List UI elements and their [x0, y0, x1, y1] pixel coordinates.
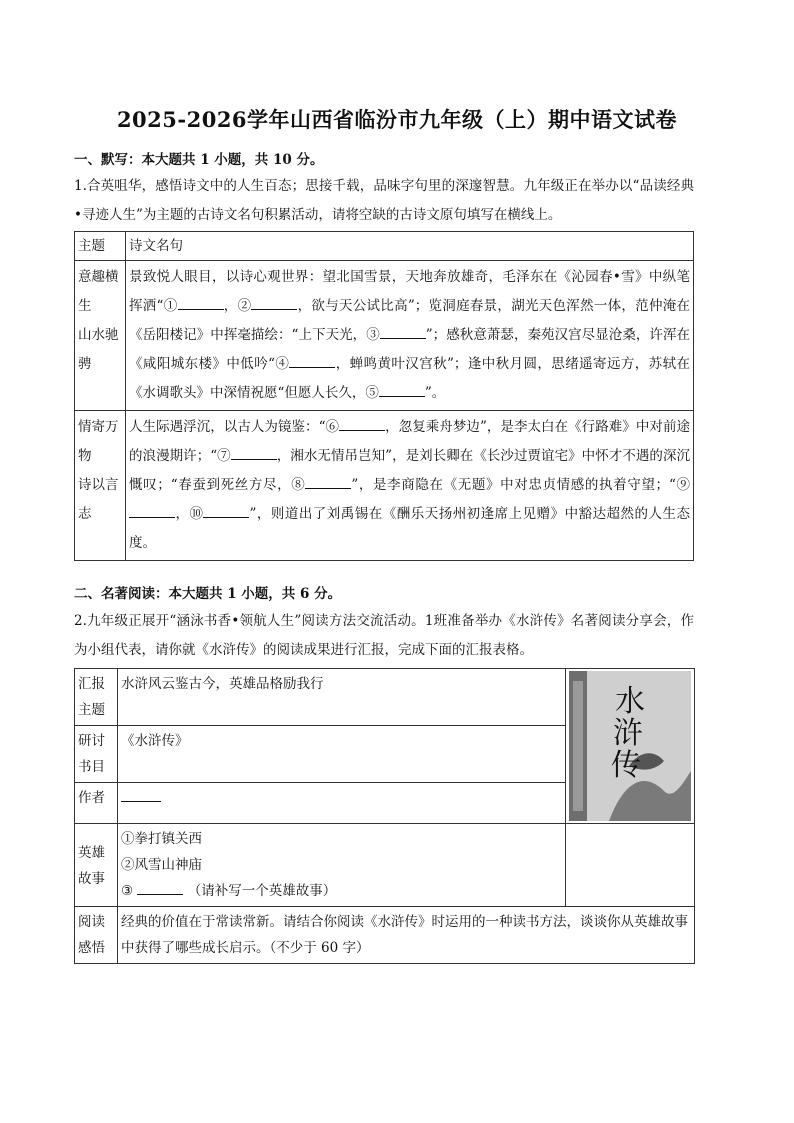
header-lines: 诗文名句: [126, 232, 694, 261]
story-3-blank[interactable]: [137, 880, 183, 895]
blank-5[interactable]: [379, 382, 425, 397]
report-row: [75, 669, 695, 726]
row-1-text-c: ，欲与天公试比高”；览洞庭春景，湖光天色浑然一体，范仲淹在《岳阳楼记》中挥毫描绘：“上下天光，③: [129, 298, 691, 343]
question-1-text: 1.合英咀华，感悟诗文中的人生百态；思接千载，品味字句里的深邃智慧。九年级正在举办以“品读经典•寻迹人生”为主题的古诗文名句积累活动，请将空缺的古诗文原句填写在横线上。: [74, 178, 694, 223]
blank-1[interactable]: [178, 295, 224, 310]
story-empty-cell: [566, 824, 695, 907]
row-2-content: [126, 411, 694, 561]
row-1-text-f: ”。: [424, 385, 446, 401]
book-value: 《水浒传》: [118, 726, 566, 783]
row-1-text-b: ，②: [223, 298, 252, 314]
section-1-heading: [74, 148, 323, 168]
row-1-text-a: 景致悦人眼目，以诗心观世界：望北国雪景，天地奔放雄奇，毛泽东在《沁园春•雪》中纵笔挥洒“①: [129, 269, 690, 314]
story-3-suffix: （请补写一个英雄故事）: [187, 883, 337, 899]
cover-char-1: 水: [615, 684, 645, 719]
row-2-text-c: ，湘水无情吊岂知”，是刘长卿在《长沙过贾谊宅》中怀才不遇的深沉慨叹；“春蚕到死丝方尽，⑧: [129, 448, 690, 493]
row-2-text-f: ”，则道出了刘禹锡在《酬乐天扬州初逢席上见赠》中豁达超然的人生态度。: [129, 506, 690, 551]
cover-char-2: 浒: [613, 716, 643, 751]
poetry-table-header: [75, 232, 694, 261]
report-row: [75, 907, 695, 964]
exam-title: 2025-2026学年山西省临汾市九年级（上）期中语文试卷: [116, 107, 678, 132]
story-3-prefix: ③: [121, 883, 134, 899]
row-2-text-b: ，忽复乘舟梦边”，是李太白在《行路难》中对前途的浪漫期许；“⑦: [129, 419, 690, 464]
row-2-theme: 情寄万物 诗以言志: [75, 411, 126, 561]
row-2-text-a: 人生际遇浮沉，以古人为镜鉴：“⑥: [129, 419, 340, 435]
poetry-row: [75, 411, 694, 561]
author-label: 作者: [75, 783, 118, 824]
story-label: 英雄故事: [75, 824, 118, 907]
blank-6[interactable]: [339, 416, 385, 431]
row-1-text-d: ”；感秋意萧瑟，秦苑汉宫尽显沧桑，许浑在《咸阳城东楼》中低吟“④: [129, 327, 691, 372]
blank-4[interactable]: [289, 353, 335, 368]
author-blank[interactable]: [121, 787, 161, 802]
author-value: [118, 783, 566, 824]
blank-10[interactable]: [203, 503, 249, 518]
report-topic-label: 汇报主题: [75, 669, 118, 726]
report-topic-value: 水浒风云鉴古今，英雄品格励我行: [118, 669, 566, 726]
story-value: [118, 824, 566, 907]
blank-8[interactable]: [305, 474, 351, 489]
report-row: [75, 824, 695, 907]
feel-value: 经典的价值在于常读常新。请结合你阅读《水浒传》时运用的一种读书方法，谈谈你从英雄故事中获得了哪些成长启示。（不少于 60 字）: [118, 907, 695, 964]
poetry-row: [75, 261, 694, 411]
header-theme: 主题: [75, 232, 126, 261]
book-label: 研讨书目: [75, 726, 118, 783]
row-1-content: [126, 261, 694, 411]
row-2-text-d: ”，是李商隐在《无题》中对忠贞情感的执着守望；“⑨: [351, 477, 690, 493]
story-2: ②风雪山神庙: [121, 857, 202, 873]
row-2-text-e: ，⑩: [175, 506, 204, 522]
story-3: [121, 878, 562, 904]
question-2-text: 2.九年级正展开“涵泳书香•领航人生”阅读方法交流活动。1班准备举办《水浒传》名著阅读分享会，作为小组代表，请你就《水浒传》的阅读成果进行汇报，完成下面的汇报表格。: [74, 613, 694, 658]
section-1-heading-text: 一、默写：本大题共 1 小题，共 10 分。: [74, 152, 324, 168]
section-2-heading-text: 二、名著阅读：本大题共 1 小题，共 6 分。: [74, 586, 342, 602]
report-table: [74, 668, 695, 964]
row-1-theme: 意趣横生 山水驰骋: [75, 261, 126, 411]
story-1: ①拳打镇关西: [121, 831, 202, 847]
poetry-table: [74, 231, 694, 561]
book-cover-image: [569, 671, 691, 821]
blank-7[interactable]: [231, 445, 277, 460]
section-2-heading: [74, 582, 341, 602]
book-cover-cell: [566, 669, 695, 824]
blank-3[interactable]: [380, 324, 426, 339]
cover-char-3: 传: [611, 748, 641, 783]
feel-label: 阅读感悟: [75, 907, 118, 964]
blank-2[interactable]: [251, 295, 297, 310]
row-1-text-e: ，蝉鸣黄叶汉宫秋”；逢中秋月圆，思绪遥寄远方，苏轼在《水调歌头》中深情祝愿“但愿人长久，⑤: [129, 356, 690, 401]
blank-9[interactable]: [129, 503, 175, 518]
